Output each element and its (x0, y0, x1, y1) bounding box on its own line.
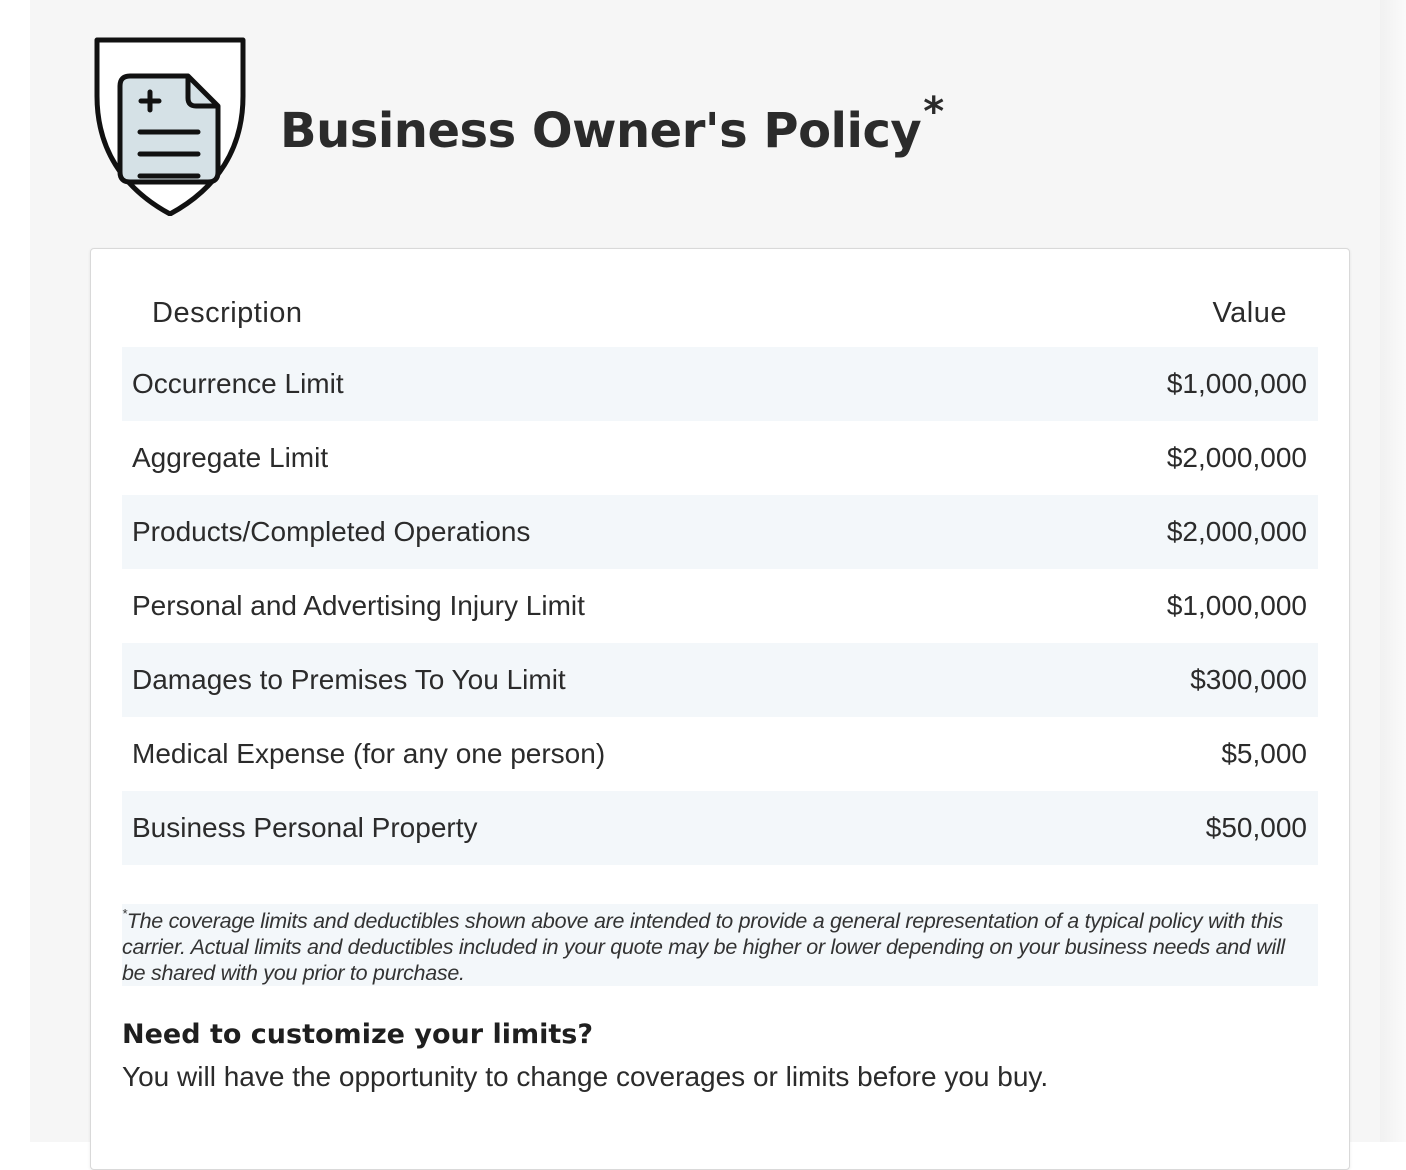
customize-text: You will have the opportunity to change coverages or limits before you buy. (122, 1061, 1049, 1092)
customize-heading: Need to customize your limits? (122, 1019, 593, 1050)
row-value: $2,000,000 (1166, 442, 1307, 473)
column-header-value: Value (1212, 296, 1287, 329)
row-value: $1,000,000 (1166, 368, 1307, 399)
table-header (122, 279, 1318, 347)
row-description: Products/Completed Operations (132, 516, 531, 547)
row-value: $300,000 (1190, 664, 1307, 695)
table-row (122, 791, 1318, 865)
scroll-edge-shadow (1380, 0, 1406, 1142)
disclaimer-note (122, 904, 1318, 986)
row-description: Occurrence Limit (132, 368, 344, 399)
title-asterisk: * (923, 89, 944, 135)
table-row (122, 421, 1318, 495)
page-title (280, 89, 944, 159)
table-row (122, 347, 1318, 421)
table-row (122, 495, 1318, 569)
row-description: Business Personal Property (132, 812, 478, 843)
row-value: $50,000 (1205, 812, 1307, 843)
page-title-text: Business Owner's Policy (280, 103, 922, 159)
table-row (122, 643, 1318, 717)
row-value: $5,000 (1221, 738, 1307, 769)
row-description: Damages to Premises To You Limit (132, 664, 566, 695)
page-header (92, 36, 944, 216)
coverage-table (122, 279, 1318, 865)
table-row (122, 717, 1318, 791)
row-description: Personal and Advertising Injury Limit (132, 590, 585, 621)
row-description: Medical Expense (for any one person) (132, 738, 606, 769)
table-row (122, 569, 1318, 643)
row-value: $1,000,000 (1166, 590, 1307, 621)
disclaimer-text: The coverage limits and deductibles shown above are intended to provide a general representation of a typical policy with this carrier. Actual limits and deductibles included in your quote may be higher or lower depending on your business needs and will be shared with you prior to purchase. (122, 909, 1285, 985)
coverage-card (90, 248, 1350, 1170)
row-description: Aggregate Limit (132, 442, 329, 473)
row-value: $2,000,000 (1166, 516, 1307, 547)
disclaimer-asterisk: * (122, 906, 127, 921)
policy-document-shield-icon (92, 36, 248, 216)
column-header-description: Description (152, 296, 303, 329)
